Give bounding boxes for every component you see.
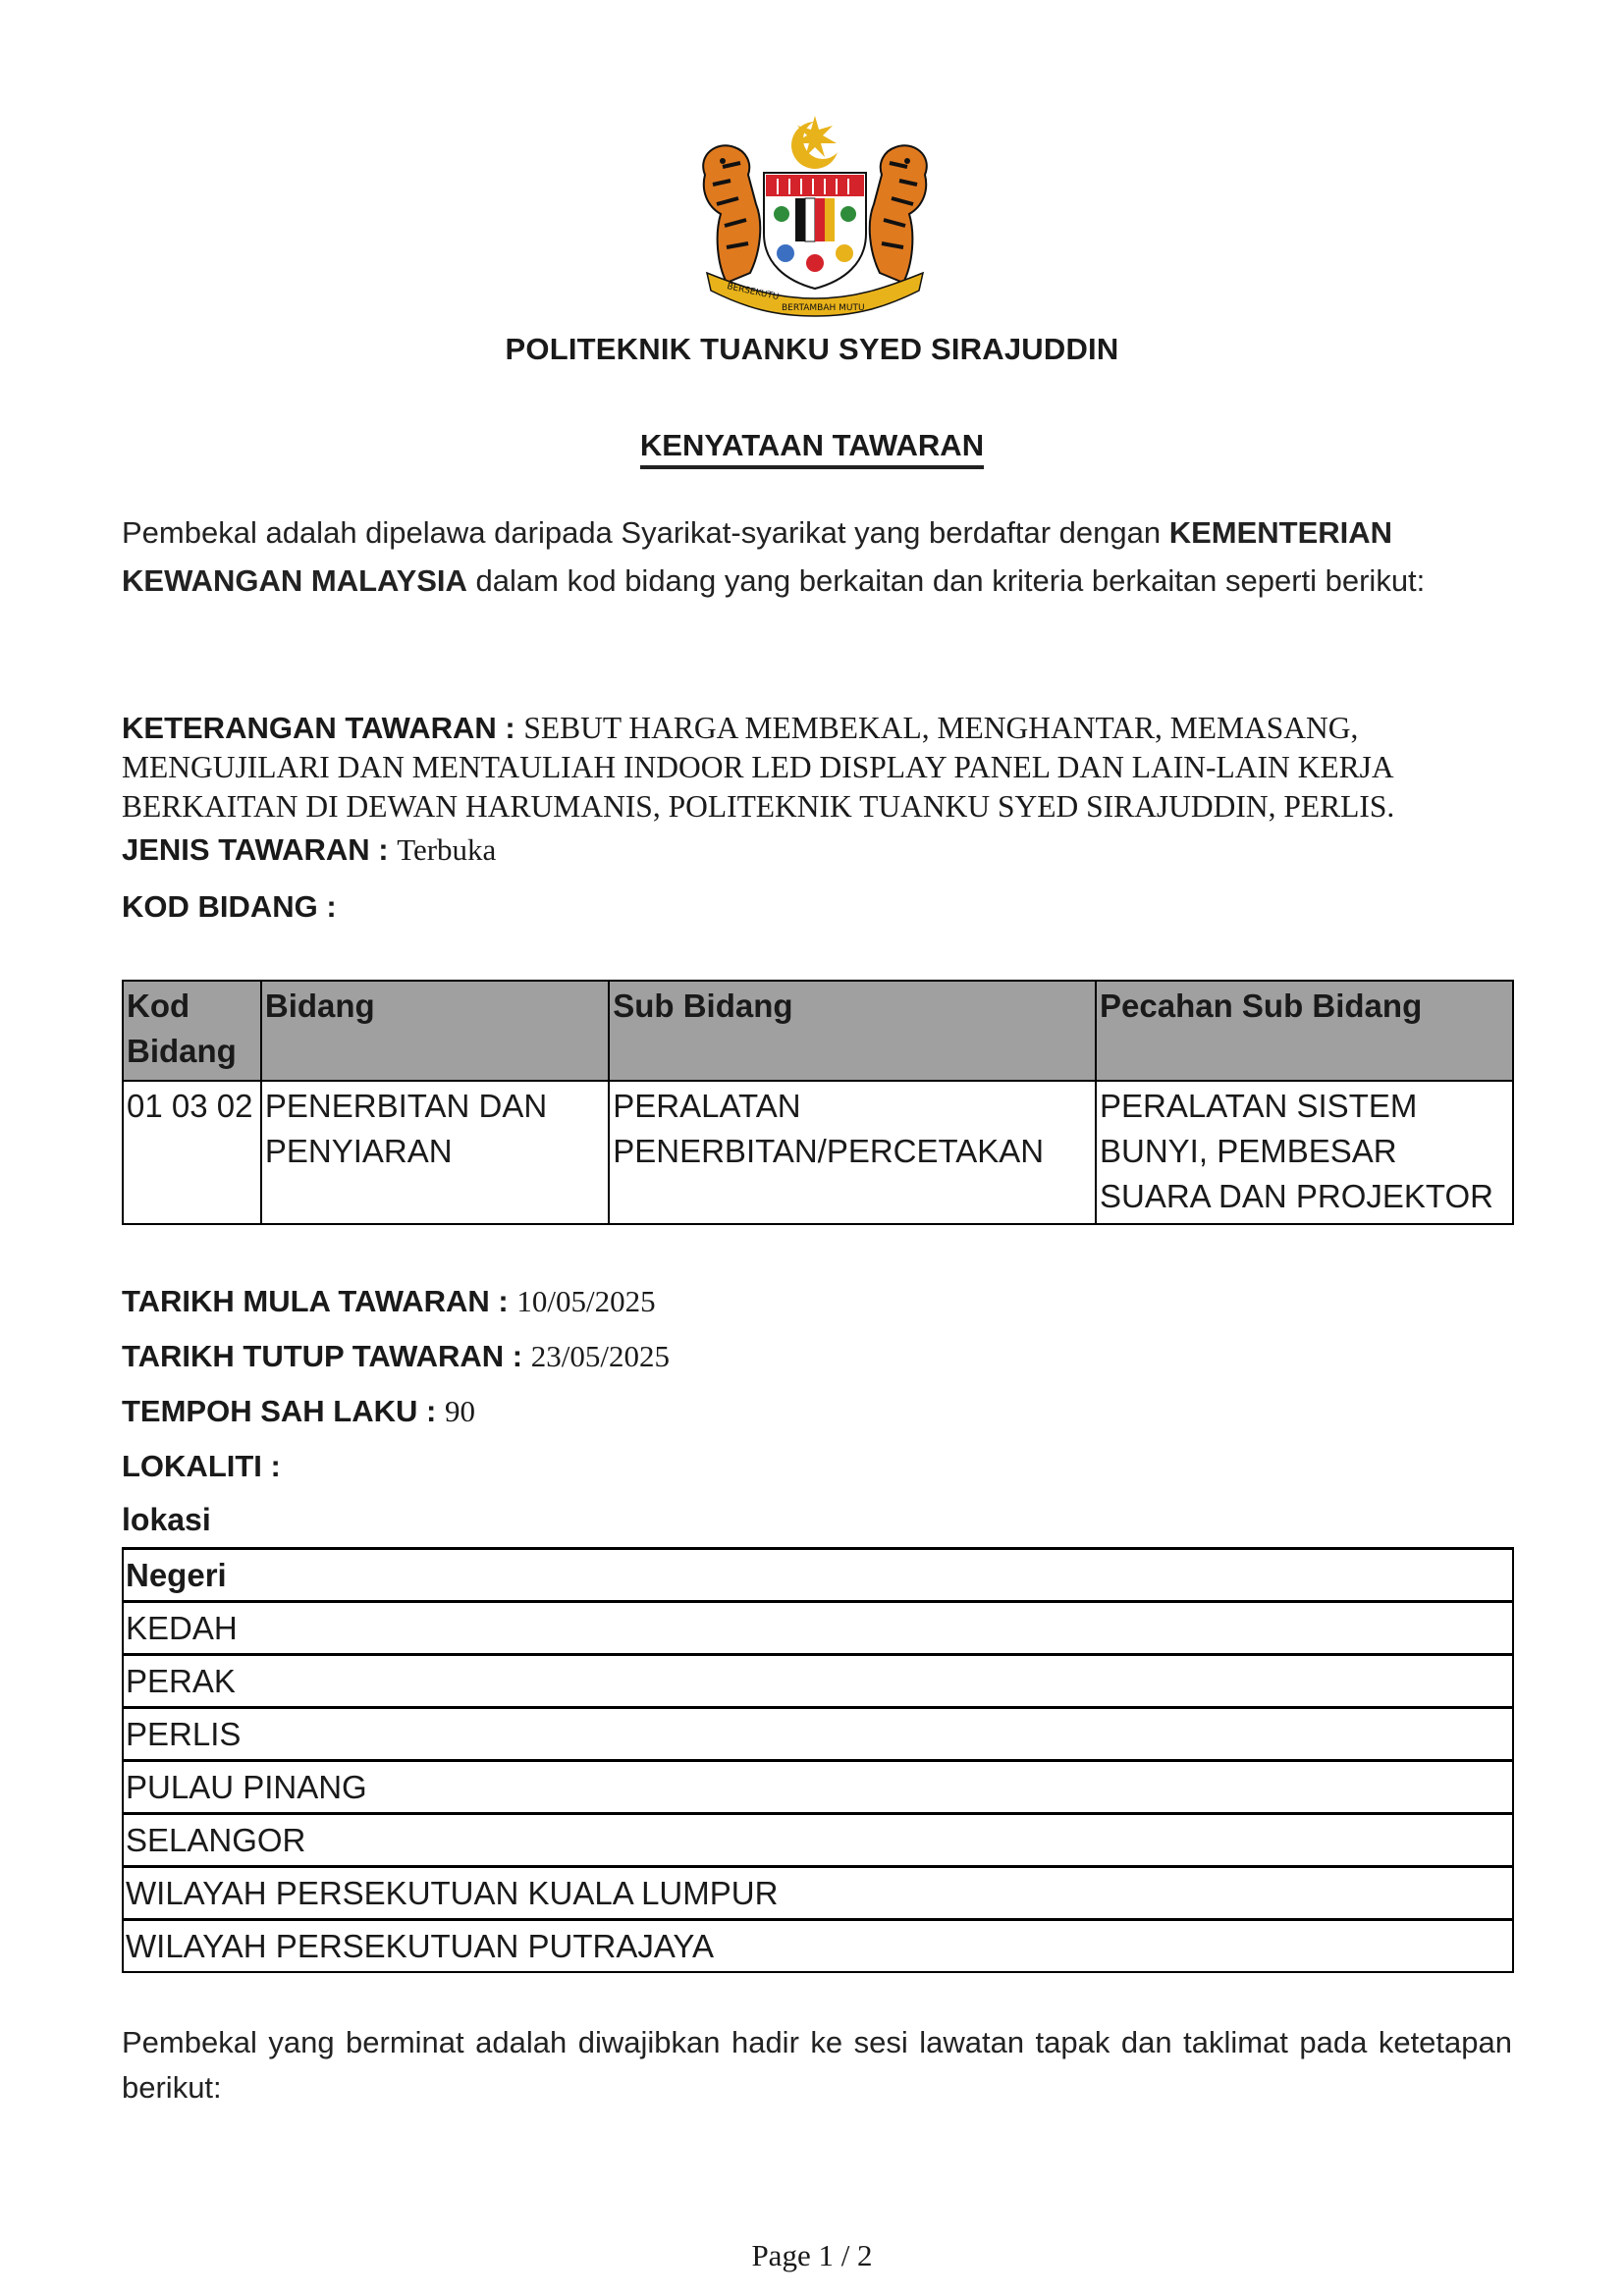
table-row (123, 1867, 1513, 1920)
malaysia-coat-of-arms-icon (687, 116, 943, 317)
table-cell: SELANGOR (123, 1814, 1513, 1867)
table-header-row (123, 981, 1513, 1081)
table-cell: PULAU PINANG (123, 1761, 1513, 1814)
jenis-tawaran (122, 832, 496, 868)
table-row (123, 1761, 1513, 1814)
table-row (123, 1602, 1513, 1655)
tempoh-label: TEMPOH SAH LAKU : (122, 1394, 437, 1428)
intro-text-1: Pembekal adalah dipelawa daripada Syarikat-syarikat yang berdaftar dengan (122, 515, 1169, 550)
table-row (123, 1708, 1513, 1761)
lokaliti (122, 1449, 281, 1484)
table-cell: PERAK (123, 1655, 1513, 1708)
column-header: Sub Bidang (609, 981, 1096, 1081)
jenis-value: Terbuka (397, 832, 497, 867)
jenis-label: JENIS TAWARAN : (122, 832, 389, 867)
intro-text-2: dalam kod bidang yang berkaitan dan kriteria berkaitan seperti berikut: (466, 563, 1426, 598)
closing-paragraph: Pembekal yang berminat adalah diwajibkan hadir ke sesi lawatan tapak dan taklimat pada ketetapan berikut: (122, 2025, 1512, 2105)
tarikh-tutup (122, 1339, 670, 1374)
column-header: Bidang (261, 981, 609, 1081)
table-cell: 01 03 02 (123, 1081, 261, 1224)
tutup-value: 23/05/2025 (530, 1339, 670, 1373)
keterangan-value: SEBUT HARGA MEMBEKAL, MENGHANTAR, MEMASANG, MENGUJILARI DAN MENTAULIAH INDOOR LED DISPLAY PANEL DAN LAIN-LAIN KERJA BERKAITAN DI DEWAN HARUMANIS, POLITEKNIK TUANKU SYED SIRAJUDDIN, PERLIS. (122, 711, 1395, 824)
lokasi-title: lokasi (122, 1502, 211, 1537)
mula-value: 10/05/2025 (516, 1284, 656, 1318)
table-cell: PERALATAN SISTEM BUNYI, PEMBESAR SUARA DAN PROJEKTOR (1096, 1081, 1513, 1224)
column-header: Pecahan Sub Bidang (1096, 981, 1513, 1081)
table-row (123, 1081, 1513, 1224)
tarikh-mula (122, 1284, 656, 1319)
kod-bidang-table (122, 980, 1514, 1225)
kod-bidang-label (122, 889, 337, 925)
column-header: Negeri (123, 1549, 1513, 1602)
table-row (123, 1814, 1513, 1867)
svg-text:BERSEKUTU: BERSEKUTU (726, 282, 781, 303)
keterangan-tawaran (122, 709, 1526, 827)
keterangan-label: KETERANGAN TAWARAN : (122, 711, 515, 745)
tutup-label: TARIKH TUTUP TAWARAN : (122, 1339, 523, 1373)
intro-bold: KEMENTERIAN KEWANGAN MALAYSIA (122, 515, 1393, 598)
lokasi-table (122, 1547, 1514, 1973)
document-title (0, 428, 1624, 463)
table-row (123, 1920, 1513, 1973)
mula-label: TARIKH MULA TAWARAN : (122, 1284, 509, 1318)
lokaliti-label: LOKALITI : (122, 1449, 281, 1483)
kod-label: KOD BIDANG : (122, 889, 337, 924)
svg-text:BERTAMBAH MUTU: BERTAMBAH MUTU (782, 303, 865, 313)
table-cell: WILAYAH PERSEKUTUAN KUALA LUMPUR (123, 1867, 1513, 1920)
table-cell: PERALATAN PENERBITAN/PERCETAKAN (609, 1081, 1096, 1224)
table-cell: PENERBITAN DAN PENYIARAN (261, 1081, 609, 1224)
column-header: Kod Bidang (123, 981, 261, 1081)
table-row (123, 1655, 1513, 1708)
table-cell: WILAYAH PERSEKUTUAN PUTRAJAYA (123, 1920, 1513, 1973)
institution-name: POLITEKNIK TUANKU SYED SIRAJUDDIN (505, 332, 1119, 366)
table-header-row (123, 1549, 1513, 1602)
page-number: Page 1 / 2 (751, 2238, 873, 2272)
tempoh-sah-laku (122, 1394, 475, 1429)
intro-paragraph (122, 508, 1512, 605)
table-cell: PERLIS (123, 1708, 1513, 1761)
tempoh-value: 90 (444, 1394, 475, 1428)
document-title-text: KENYATAAN TAWARAN (640, 428, 984, 469)
table-cell: KEDAH (123, 1602, 1513, 1655)
